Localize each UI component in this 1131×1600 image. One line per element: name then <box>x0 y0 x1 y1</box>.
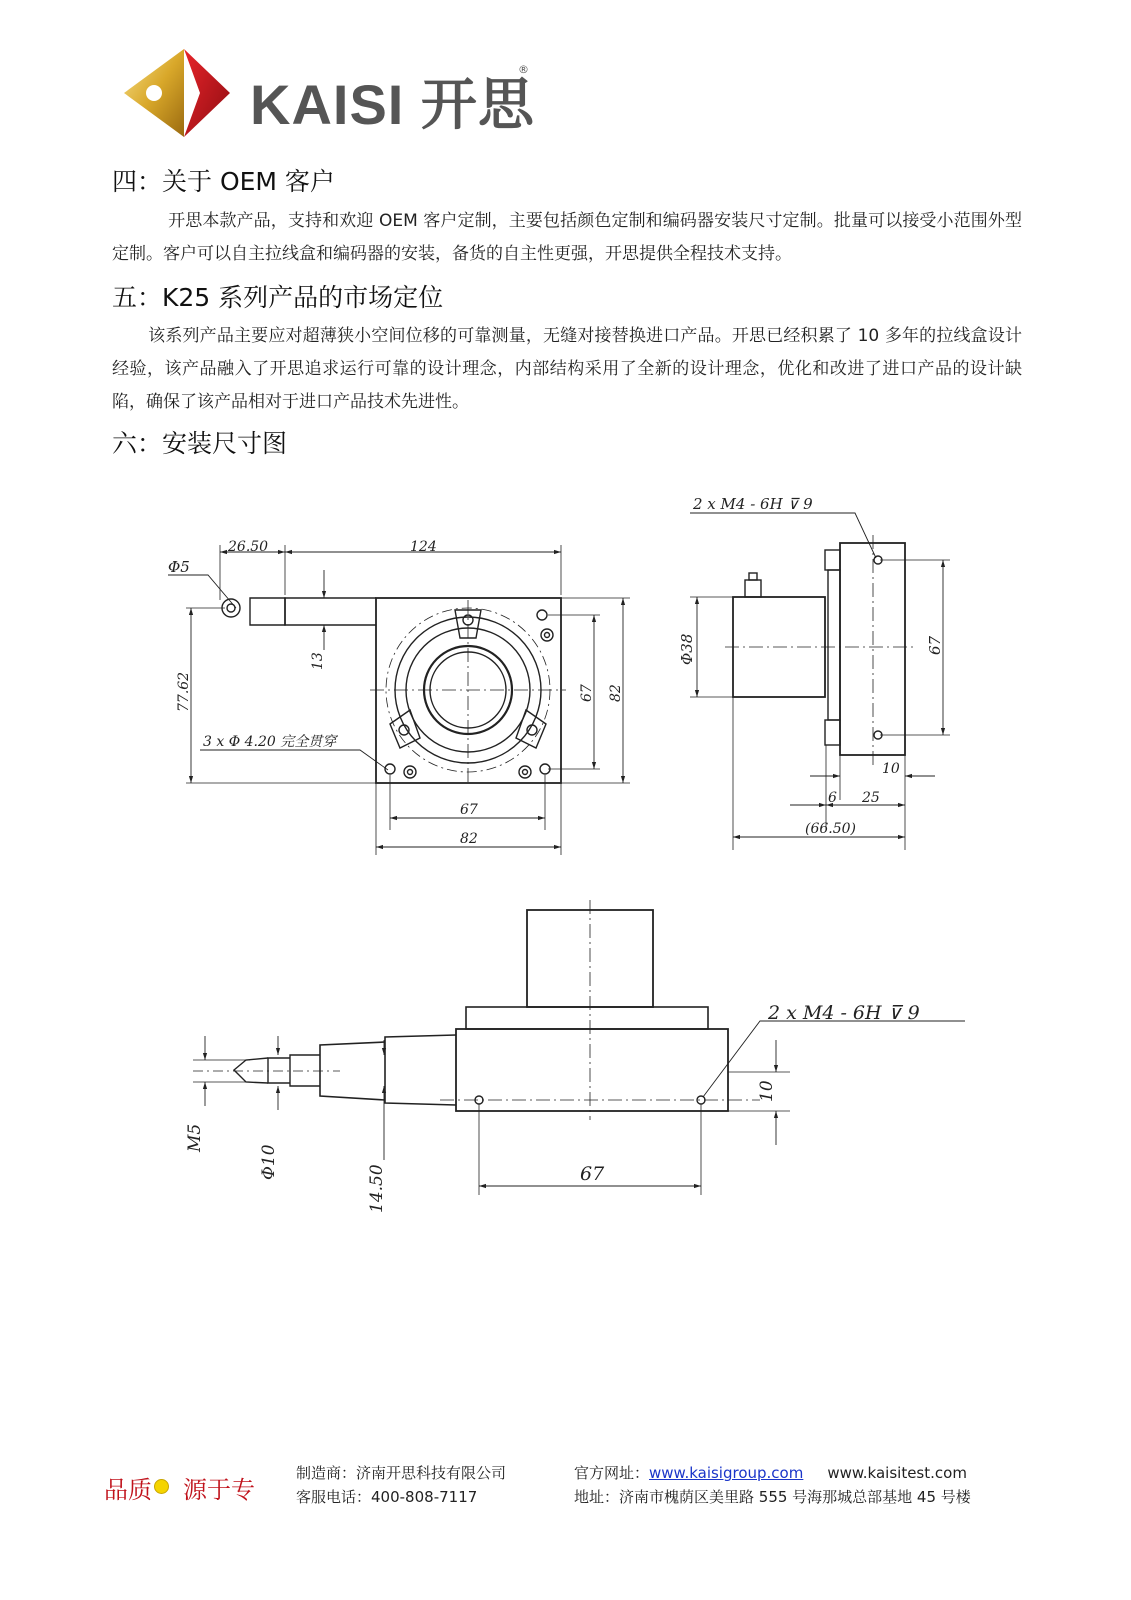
dim-3x-phi-4-20: 3 x Φ 4.20 完全贯穿 <box>203 734 337 750</box>
dim-10-top: 10 <box>757 1080 777 1102</box>
dim-26-50: 26.50 <box>228 539 269 555</box>
dim-10-side: 10 <box>882 761 900 777</box>
logo-registered-mark: ® <box>518 63 529 76</box>
dim-13: 13 <box>310 652 326 670</box>
dim-phi5: Φ5 <box>168 558 190 576</box>
top-thread-callout: 2 x M4 - 6H ⊽ 9 <box>768 1002 920 1024</box>
website-kaisitest[interactable]: www.kaisitest.com <box>827 1464 967 1482</box>
section-5-body: 该系列产品主要应对超薄狭小空间位移的可靠测量，无缝对接替换进口产品。开思已经积累了 10 多年的拉线盒设计经验，该产品融入了开思追求运行可靠的设计理念，内部结构采用了全新的设计理念，优化和改进了进口产品的设计缺陷，确保了该产品相对于进口产品技术先进性。 <box>112 326 1022 412</box>
section-5-title: 五：K25 系列产品的市场定位 <box>112 283 444 312</box>
dim-m5: M5 <box>185 1123 205 1152</box>
logo-emblem-icon <box>122 45 246 141</box>
dim-82-right: 82 <box>608 684 624 702</box>
dim-67-side: 67 <box>926 635 944 655</box>
footer-maker: 制造商：济南开思科技有限公司 <box>296 1464 507 1482</box>
footer-phone: 客服电话：400-808-7117 <box>296 1488 478 1506</box>
dim-25-side: 25 <box>862 790 880 806</box>
side-thread-callout: 2 x M4 - 6H ⊽ 9 <box>693 495 813 513</box>
dim-67-top: 67 <box>580 1163 605 1185</box>
dim-phi38: Φ38 <box>678 633 696 665</box>
section-6-title: 六：安装尺寸图 <box>112 429 288 458</box>
dim-66-50: (66.50) <box>805 821 857 837</box>
footer-slogan: 品质 源于专 <box>104 1476 255 1504</box>
installation-dimension-drawing <box>0 480 1131 1280</box>
dim-67-bottom: 67 <box>460 802 478 818</box>
front-view <box>168 545 630 855</box>
section-4-body: 开思本款产品，支持和欢迎 OEM 客户定制，主要包括颜色定制和编码器安装尺寸定制。批量可以接受小范围外型定制。客户可以自主拉线盒和编码器的安装，备货的自主性更强，开思提供全程技术支持。 <box>112 211 1022 264</box>
slogan-dot-icon <box>154 1479 169 1494</box>
logo-text: KAISI 开思 <box>250 73 535 136</box>
dim-14-50: 14.50 <box>367 1164 387 1213</box>
footer-address: 地址：济南市槐荫区美里路 555 号海那城总部基地 45 号楼 <box>574 1488 971 1506</box>
top-view <box>193 900 965 1195</box>
side-view <box>690 513 950 850</box>
dim-67-right: 67 <box>579 684 595 702</box>
dim-6-side: 6 <box>828 790 837 806</box>
section-4-title: 四：关于 OEM 客户 <box>112 167 335 196</box>
dim-124: 124 <box>410 539 437 555</box>
website-link-kaisigroup[interactable]: www.kaisigroup.com <box>649 1464 804 1482</box>
kaisi-logo <box>122 45 542 145</box>
dim-82-bottom: 82 <box>460 831 478 847</box>
footer-websites: 官方网址：www.kaisigroup.com www.kaisitest.com <box>574 1464 967 1482</box>
dim-77-62: 77.62 <box>176 671 192 712</box>
dim-phi10: Φ10 <box>259 1144 279 1180</box>
